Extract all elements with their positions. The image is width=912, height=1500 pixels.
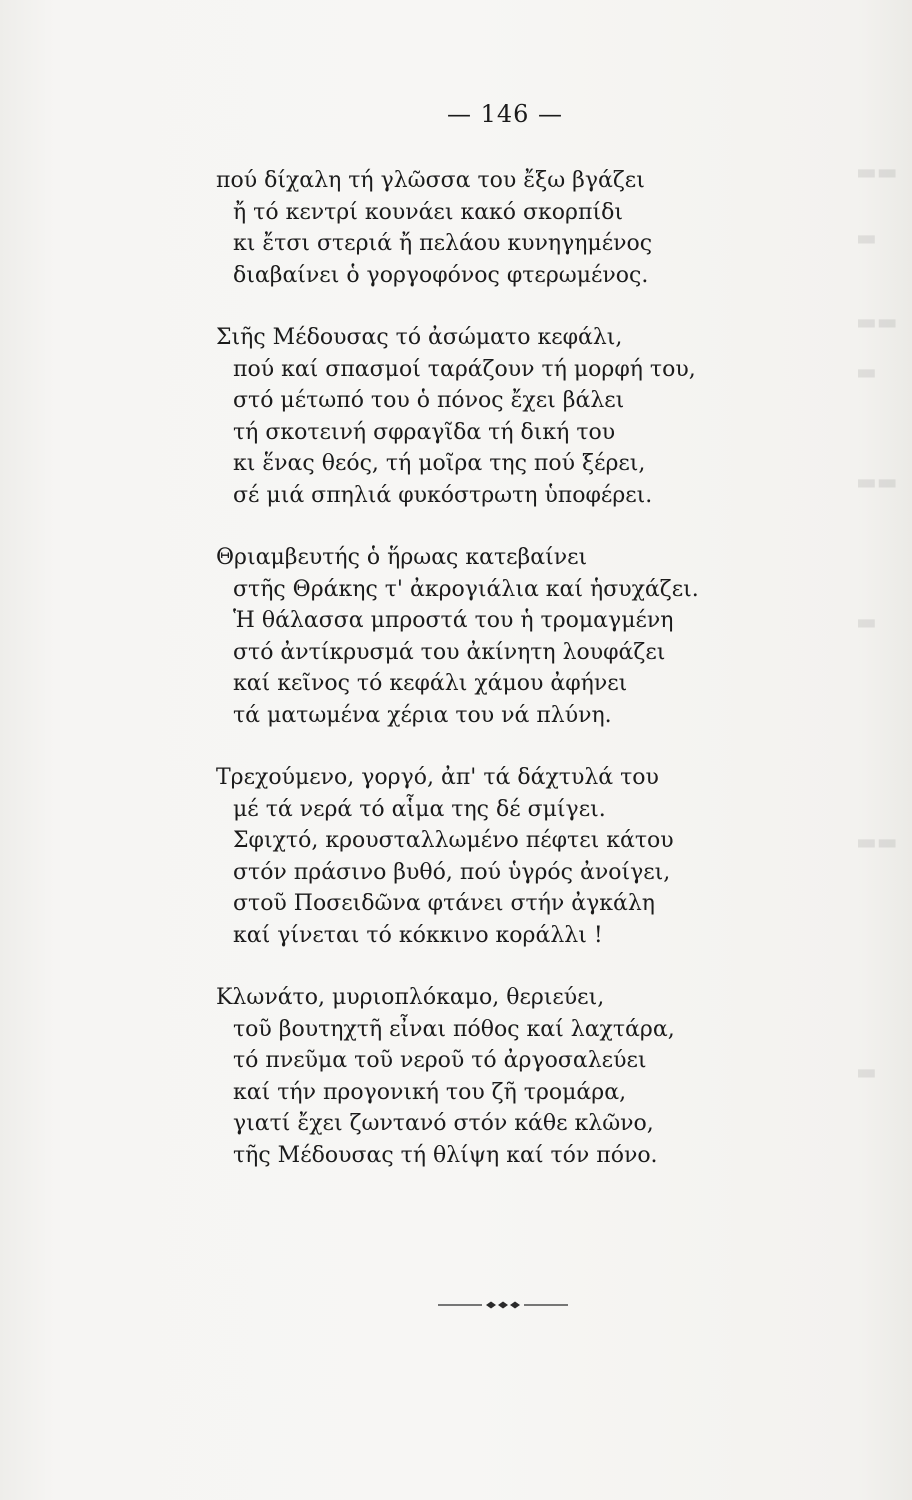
poem-line: Τρεχούμενο, γοργό, ἀπ' τά δάχτυλά του xyxy=(216,765,659,790)
poem-line: μέ τά νερά τό αἷμα της δέ σμίγει. xyxy=(233,796,606,822)
poem-line: καί κεῖνος τό κεφάλι χάμου ἀφήνει xyxy=(233,671,628,696)
stanza xyxy=(216,762,856,951)
poem-line: στῆς Θράκης τ' ἀκρογιάλια καί ἡσυχάζει. xyxy=(233,576,699,602)
poem-line: στό ἀντίκρυσμά του ἀκίνητη λουφάζει xyxy=(233,639,666,665)
poem-line: τή σκοτεινή σφραγῖδα τή δική του xyxy=(233,419,616,445)
poem-line: καί γίνεται τό κόκκινο κοράλλι ! xyxy=(233,922,603,948)
poem-line: πού καί σπασμοί ταράζουν τή μορφή του, xyxy=(233,356,696,382)
stanza xyxy=(216,542,856,731)
poem-line: πού δίχαλη τή γλῶσσα του ἔξω βγάζει xyxy=(216,168,645,193)
stanza xyxy=(216,322,856,511)
show-through-texture: ▬▬ ▬ ▬▬ ▬ ▬▬ ▬ ▬▬ ▬ xyxy=(856,160,898,1085)
poem-line: Θριαμβευτής ὁ ἥρωας κατεβαίνει xyxy=(216,545,588,570)
end-ornament-icon xyxy=(438,1300,568,1310)
poem-line: στοῦ Ποσειδῶνα φτάνει στήν ἀγκάλη xyxy=(233,891,655,916)
poem-line: Κλωνάτο, μυριοπλόκαμο, θεριεύει, xyxy=(216,985,605,1010)
poem-line: σέ μιά σπηλιά φυκόστρωτη ὑποφέρει. xyxy=(233,482,653,508)
poem-line: Σιῆς Μέδουσας τό ἀσώματο κεφάλι, xyxy=(216,325,623,350)
poem-line: στό μέτωπό του ὁ πόνος ἔχει βάλει xyxy=(233,388,625,413)
poem xyxy=(216,165,856,1171)
poem-line: ἤ τό κεντρί κουνάει κακό σκορπίδι xyxy=(233,199,623,225)
poem-line: διαβαίνει ὁ γοργοφόνος φτερωμένος. xyxy=(233,262,649,288)
stanza xyxy=(216,982,856,1171)
poem-line: τό πνεῦμα τοῦ νεροῦ τό ἀργοσαλεύει xyxy=(233,1048,647,1073)
poem-line: καί τήν προγονική του ζῆ τρομάρα, xyxy=(233,1079,627,1105)
poem-line: Σφιχτό, κρουσταλλωμένο πέφτει κάτου xyxy=(233,828,674,853)
poem-line: στόν πράσινο βυθό, πού ὑγρός ἀνοίγει, xyxy=(233,859,671,885)
poem-line: γιατί ἔχει ζωντανό στόν κάθε κλῶνο, xyxy=(233,1111,654,1136)
stanza xyxy=(216,165,856,291)
poem-line: κι ἔτσι στεριά ἤ πελάου κυνηγημένος xyxy=(233,231,653,256)
page-number: — 146 — xyxy=(446,100,564,128)
poem-line: τοῦ βουτηχτῆ εἶναι πόθος καί λαχτάρα, xyxy=(233,1016,675,1042)
poem-line: τά ματωμένα χέρια του νά πλύνη. xyxy=(233,702,612,728)
poem-line: τῆς Μέδουσας τή θλίψη καί τόν πόνο. xyxy=(233,1142,658,1168)
poem-line: Ἡ θάλασσα μπροστά του ἡ τρομαγμένη xyxy=(233,608,674,633)
poem-line: κι ἕνας θεός, τή μοῖρα της πού ξέρει, xyxy=(233,451,646,476)
